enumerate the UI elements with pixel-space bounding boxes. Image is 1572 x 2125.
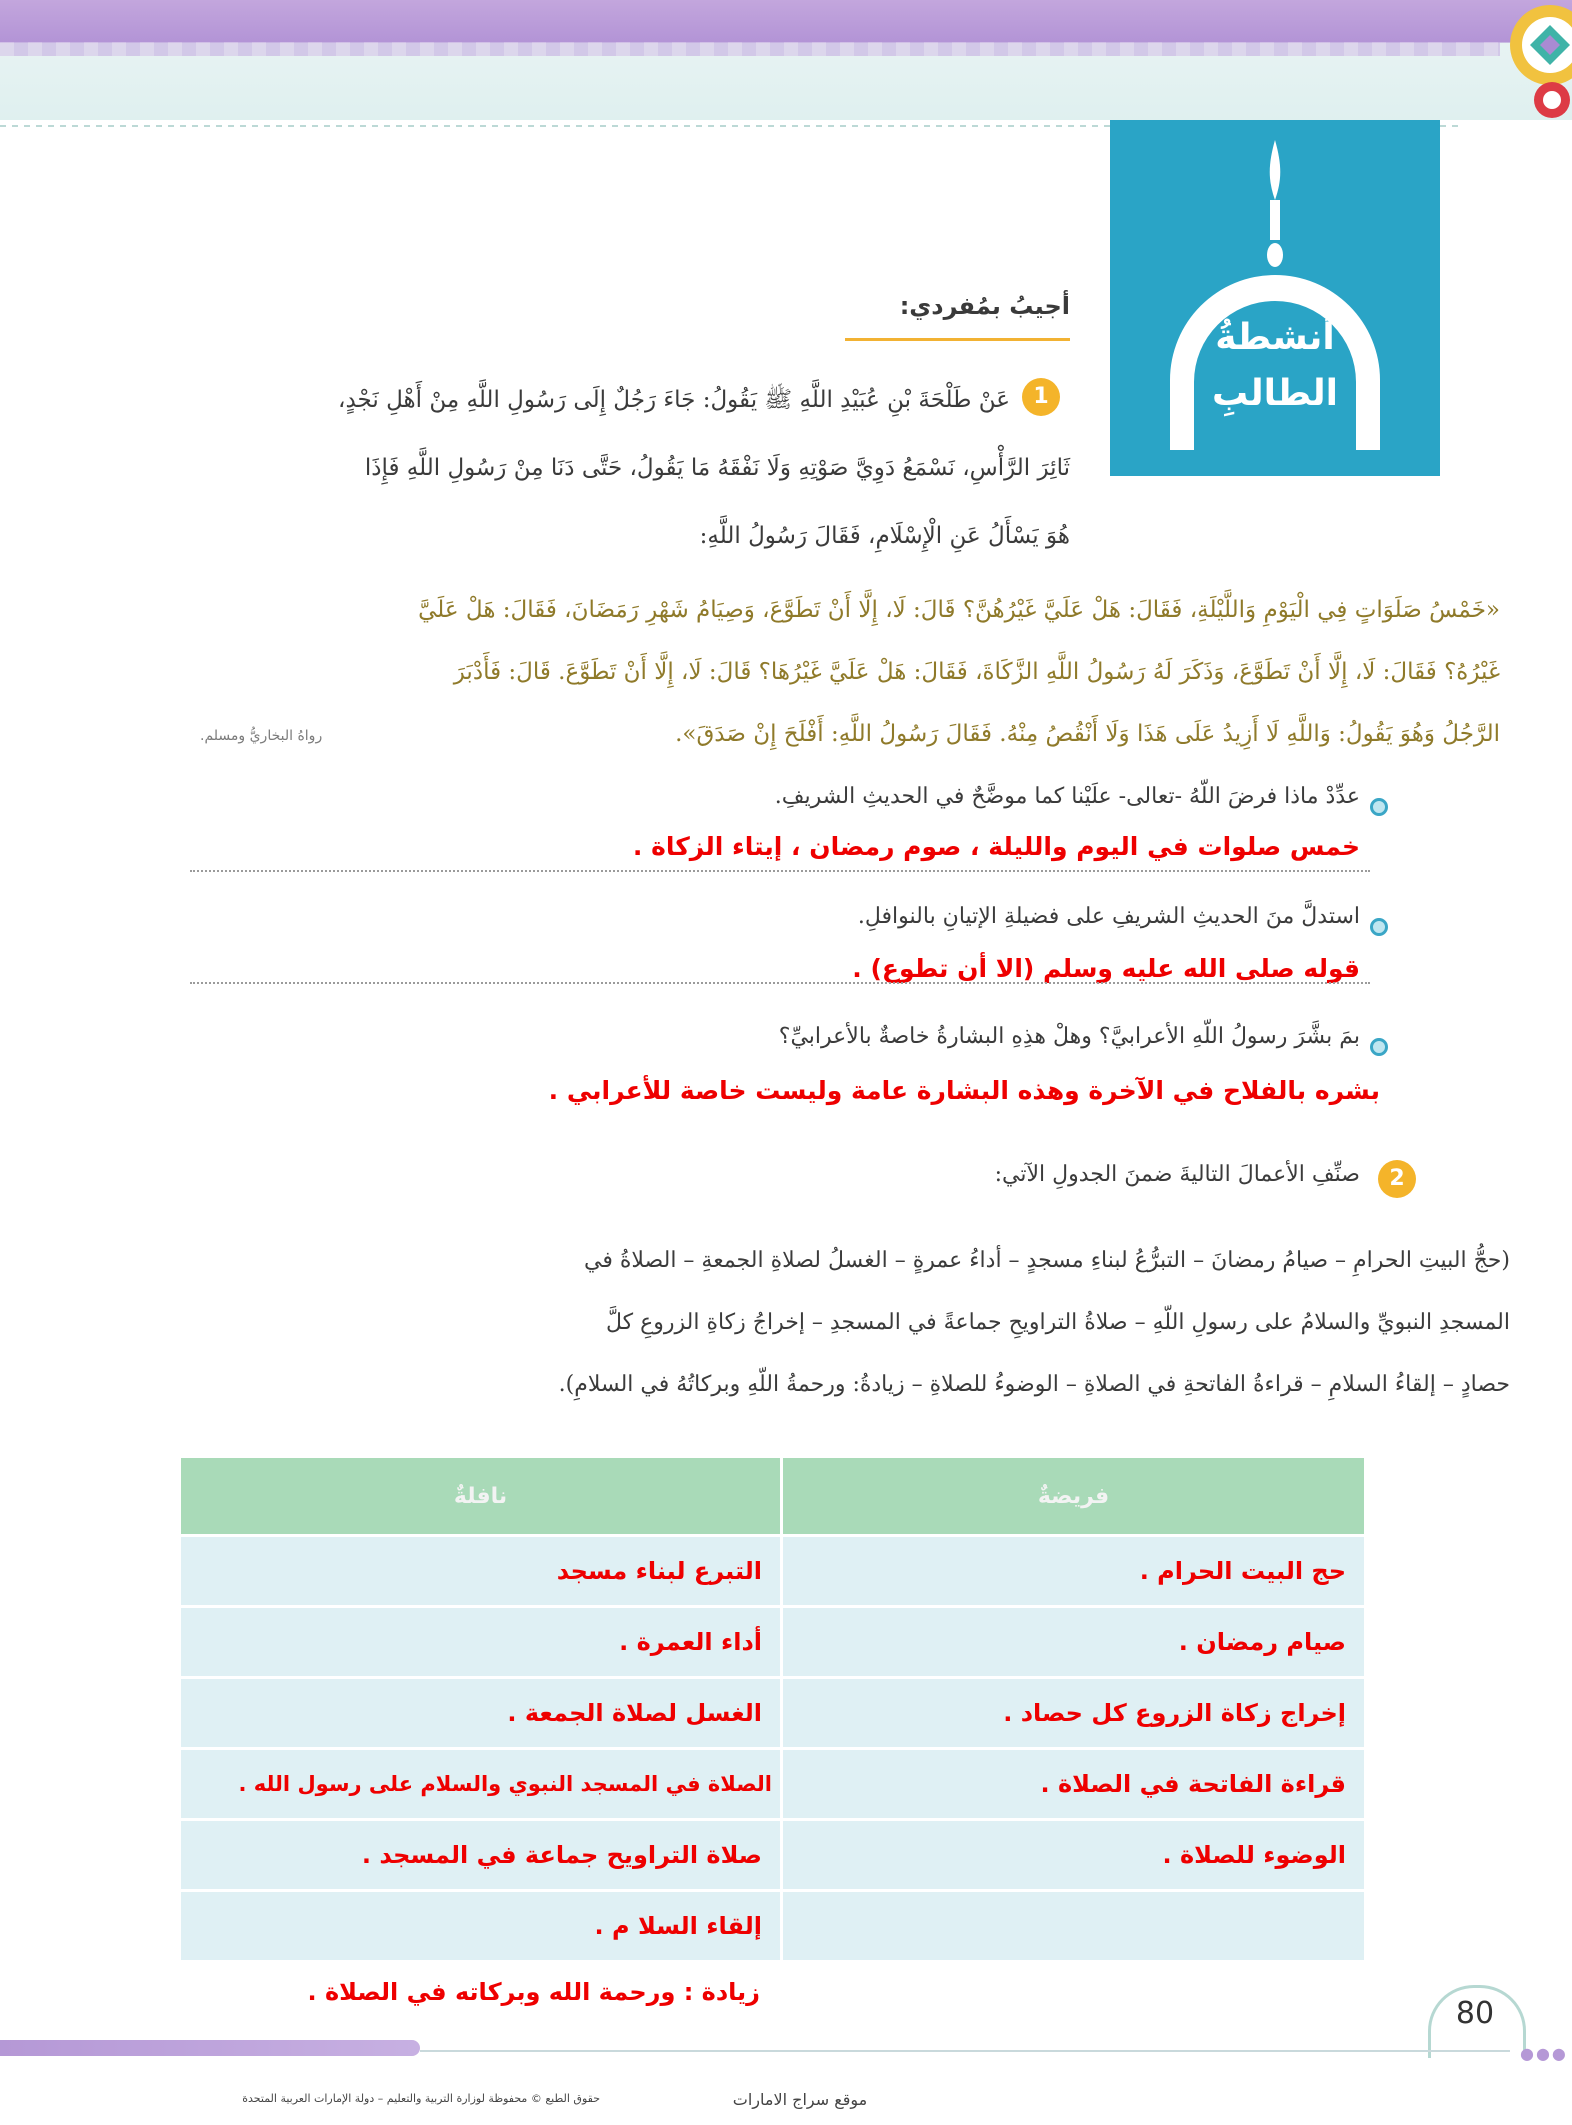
activities-title: أنشطةُ الطالبِ [1211, 317, 1339, 414]
answer-line [190, 870, 1370, 874]
hadith-text-line-1: «خَمْسُ صَلَوَاتٍ فِي الْيَوْمِ وَاللَّيْلَةِ، فَقَالَ: هَلْ عَلَيَّ غَيْرُهُنَّ؟ قَالَ: لَا، إِلَّا أَنْ تَطَوَّعَ، وَصِيَامُ شَهْرِ رَمَضَانَ، فَقَالَ: هَلْ عَلَيَّ [418, 597, 1500, 623]
hadith-intro-line-1: عَنْ طَلْحَةَ بْنِ عُبَيْدِ اللَّهِ ﷺ يَقُولُ: جَاءَ رَجُلٌ إِلَى رَسُولِ اللَّهِ مِنْ أَهْلِ نَجْدٍ، [338, 387, 1010, 413]
hadith-text-line-2: غَيْرُهُ؟ فَقَالَ: لَا، إِلَّا أَنْ تَطَوَّعَ، وَذَكَرَ لَهُ رَسُولُ اللَّهِ الزَّكَاةَ، فَقَالَ: هَلْ عَلَيَّ غَيْرُهَا؟ قَالَ: لَا، إِلَّا أَنْ تَطَوَّعَ. قَالَ: فَأَدْبَرَ [453, 659, 1500, 685]
answer-1b: قوله صلى الله عليه وسلم (الا أن تطوع) . [852, 954, 1360, 983]
header-pattern [0, 42, 1500, 56]
question-2-badge: 2 [1378, 1160, 1416, 1198]
question-2-title: صنِّفِ الأعمالَ التاليةَ ضمنَ الجدولِ الآتي: [994, 1162, 1360, 1187]
table-row [180, 1749, 1365, 1820]
classification-table [178, 1458, 1364, 1960]
hadith-intro-line-3: هُوَ يَسْأَلُ عَنِ الْإِسْلَامِ، فَقَالَ رَسُولُ اللَّهِ: [699, 523, 1070, 549]
section-title-underline [845, 338, 1070, 341]
actions-list-line-3: حصادٍ – إلقاءُ السلامِ – قراءةُ الفاتحةِ في الصلاةِ – الوضوءُ للصلاةِ – زيادةُ: ورحمةُ اللّهِ وبركاتُهُ في السلامِ). [558, 1372, 1510, 1397]
question-1-badge: 1 [1022, 378, 1060, 416]
obligatory-cell [782, 1891, 1365, 1961]
voluntary-extra-answer: زيادة : ورحمة الله وبركاته في الصلاة . [307, 1978, 760, 2006]
hadith-text-line-3: الرَّجُلُ وَهُوَ يَقُولُ: وَاللَّهِ لَا أَزِيدُ عَلَى هَذَا وَلَا أَنْقُصُ مِنْهُ. فَقَالَ رَسُولُ اللَّهِ: أَفْلَحَ إِنْ صَدَقَ». [675, 721, 1500, 747]
header-band [0, 0, 1572, 120]
table-row [180, 1678, 1365, 1749]
footer-bar [0, 2040, 420, 2056]
copyright-text: حقوق الطبع © محفوظة لوزارة التربية والتعليم – دولة الإمارات العربية المتحدة [242, 2092, 600, 2105]
obligatory-cell: قراءة الفاتحة في الصلاة . [782, 1749, 1365, 1820]
site-name: موقع سراج الامارات [732, 2090, 868, 2109]
obligatory-cell: صيام رمضان . [782, 1607, 1365, 1678]
student-activities-panel [1110, 120, 1440, 476]
table-row [180, 1536, 1365, 1607]
voluntary-cell: الصلاة في المسجد النبوي والسلام على رسول الله . [180, 1749, 782, 1820]
answer-1a: خمس صلوات في اليوم والليلة ، صوم رمضان ، إيتاء الزكاة . [632, 832, 1360, 861]
hadith-reference: رواهُ البخاريُّ ومسلم. [200, 728, 323, 744]
voluntary-cell: أداء العمرة . [180, 1607, 782, 1678]
table-row [180, 1891, 1365, 1961]
footer-line [420, 2050, 1510, 2052]
actions-list-line-2: المسجدِ النبويِّ والسلامُ على رسولِ اللّهِ – صلاةُ التراويحِ جماعةً في المسجدِ – إخراجُ زكاةِ الزروعِ كلَّ [606, 1310, 1510, 1335]
answer-1c: بشره بالفلاح في الآخرة وهذه البشارة عامة وليست خاصة للأعرابي . [548, 1076, 1380, 1105]
question-1b: استدلَّ منَ الحديثِ الشريفِ على فضيلةِ الإتيانِ بالنوافلِ. [857, 904, 1360, 929]
voluntary-cell: صلاة التراويح جماعة في المسجد . [180, 1820, 782, 1891]
question-1c: بمَ بشَّرَ رسولُ اللّهِ الأعرابيَّ؟ وهلْ هذِهِ البشارةُ خاصةٌ بالأعرابيِّ؟ [778, 1024, 1360, 1049]
header-obligatory: فريضةٌ [782, 1458, 1365, 1536]
obligatory-cell: الوضوء للصلاة . [782, 1820, 1365, 1891]
hadith-intro-line-2: ثَائِرَ الرَّأْسِ، نَسْمَعُ دَوِيَّ صَوْتِهِ وَلَا نَفْقَهُ مَا يَقُولُ، حَتَّى دَنَا مِنْ رَسُولِ اللَّهِ فَإِذَا [364, 455, 1070, 481]
table-row [180, 1607, 1365, 1678]
obligatory-cell: حج البيت الحرام . [782, 1536, 1365, 1607]
section-title: أجيبُ بمُفردي: [899, 292, 1070, 320]
answer-line [190, 982, 1370, 986]
voluntary-cell: إلقاء السلا م . [180, 1891, 782, 1961]
actions-list-line-1: (حجُّ البيتِ الحرامِ – صيامُ رمضانَ – التبرُّعُ لبناءِ مسجدٍ – أداءُ عمرةٍ – الغسلُ لصلاةِ الجمعةِ – الصلاةُ في [584, 1248, 1510, 1273]
corner-ornament-icon [1490, 0, 1572, 130]
voluntary-cell: الغسل لصلاة الجمعة . [180, 1678, 782, 1749]
voluntary-cell: التبرع لبناء مسجد [180, 1536, 782, 1607]
page-number: 80 [1455, 1996, 1495, 2031]
bullet-icon [1370, 798, 1388, 816]
bullet-icon [1370, 918, 1388, 936]
header-voluntary: نافلةٌ [180, 1458, 782, 1536]
footer-dots-icon: ●●● [1520, 2044, 1568, 2063]
obligatory-cell: إخراج زكاة الزروع كل حصاد . [782, 1678, 1365, 1749]
mosque-dome-icon [1110, 120, 1440, 476]
bullet-icon [1370, 1038, 1388, 1056]
table-header-row [180, 1458, 1365, 1536]
table-row [180, 1820, 1365, 1891]
question-1a: عدِّدْ ماذا فرضَ اللّهُ -تعالى- علَيْنا كما موضَّحٌ في الحديثِ الشريفِ. [774, 784, 1360, 809]
